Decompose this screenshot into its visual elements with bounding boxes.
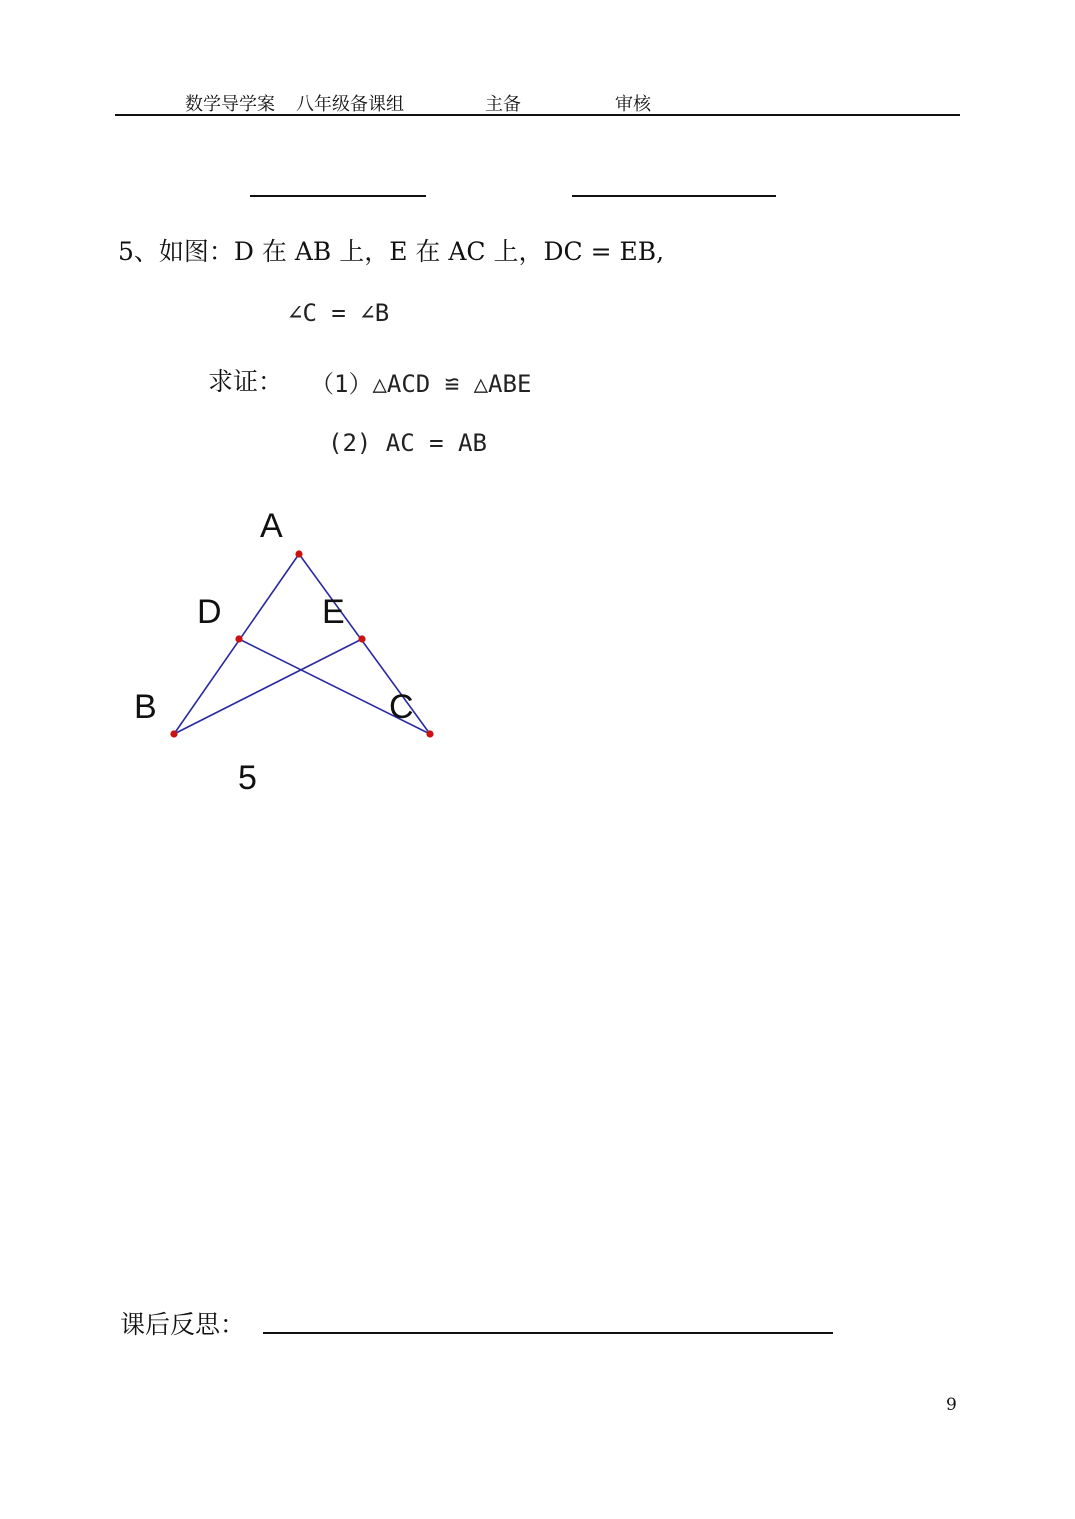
figure-caption: 5 [238, 759, 257, 797]
page-number: 9 [946, 1395, 957, 1415]
review-label: 审核 [615, 94, 651, 115]
point-c [426, 730, 433, 737]
problem-condition: ∠C = ∠B [288, 299, 390, 327]
point-e [358, 635, 365, 642]
segment-ab [174, 554, 299, 734]
point-d [235, 635, 242, 642]
label-a: A [260, 507, 283, 545]
prove-part-1: （1）△ACD ≌ △ABE [310, 370, 532, 398]
problem-statement: 5、如图：D 在 AB 上，E 在 AC 上，DC = EB, [118, 237, 665, 266]
prep-label: 主备 [485, 94, 521, 115]
label-e: E [322, 593, 345, 631]
prove-part-2: (2) AC = AB [328, 429, 487, 457]
label-d: D [197, 593, 222, 631]
reflection-line[interactable] [263, 1332, 833, 1334]
reflection-label: 课后反思： [120, 1310, 246, 1339]
point-a [295, 550, 302, 557]
header-title: 数学导学案 [185, 94, 275, 115]
header-group: 八年级备课组 [296, 94, 404, 115]
point-b [170, 730, 177, 737]
label-b: B [134, 688, 157, 726]
prove-label: 求证： [208, 367, 284, 396]
label-c: C [389, 688, 414, 726]
